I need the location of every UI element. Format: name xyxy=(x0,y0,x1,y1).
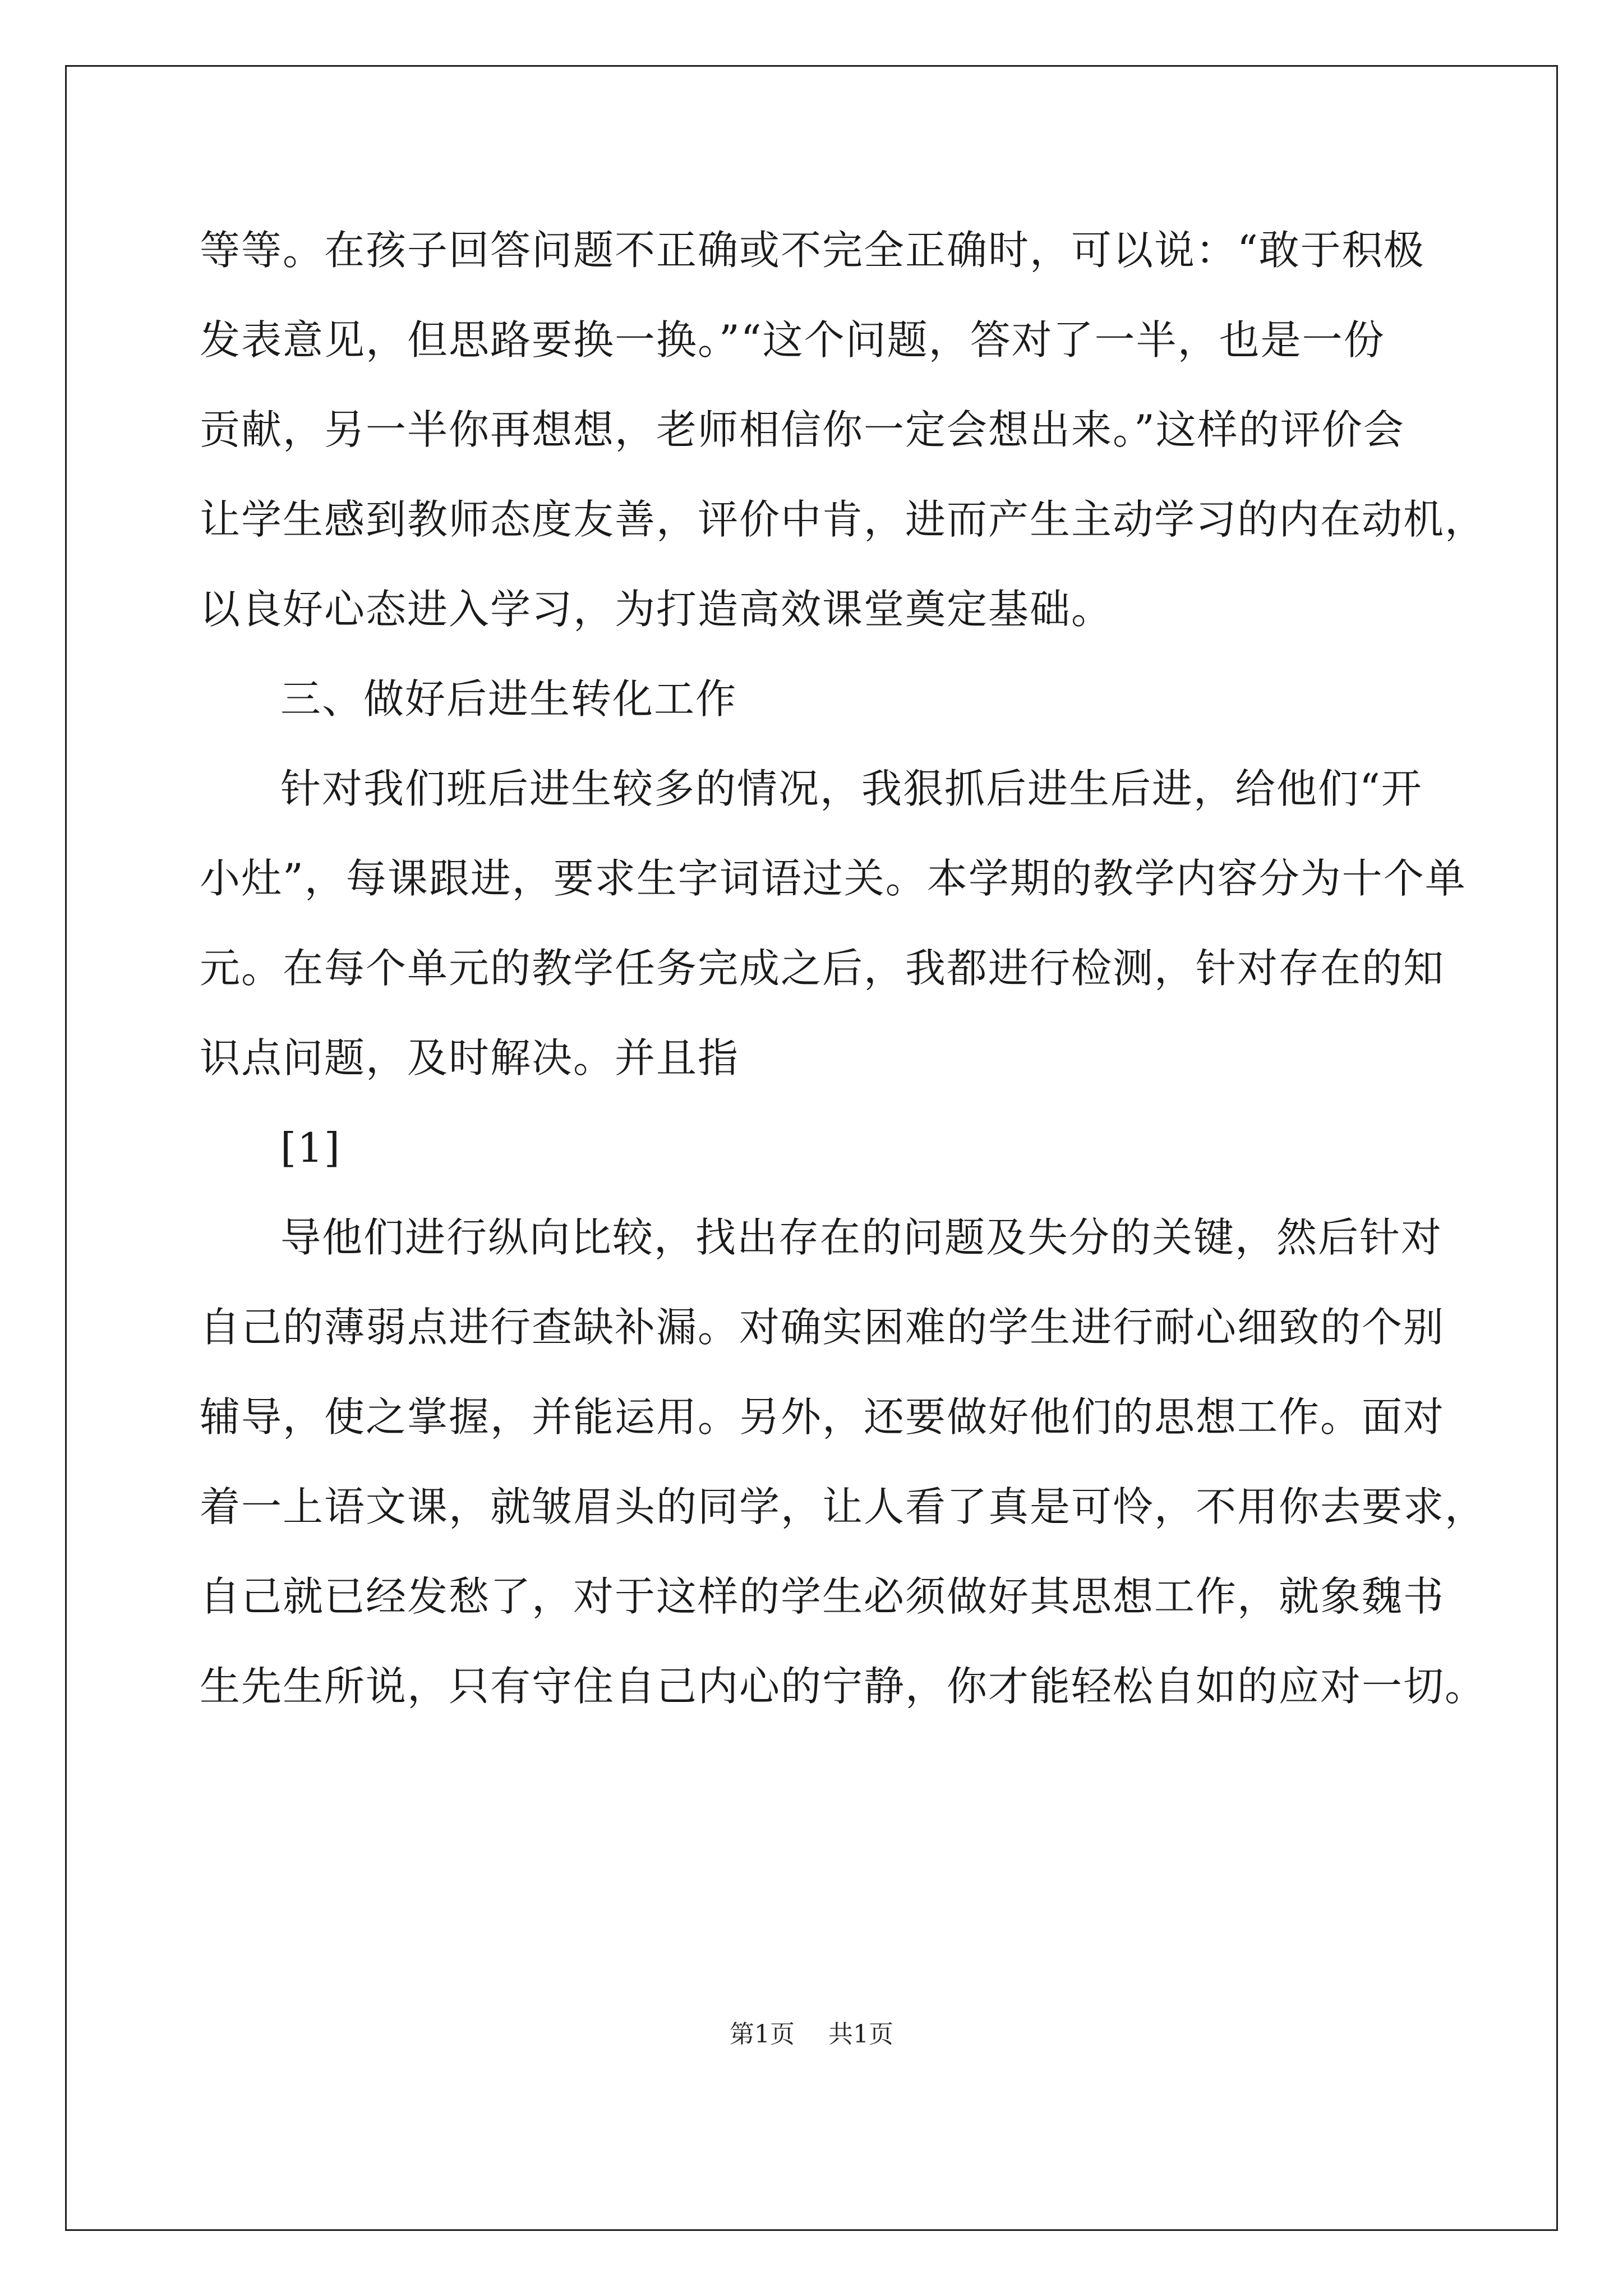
text-line: 三、做好后进生转化工作 xyxy=(280,675,737,723)
text-line: 识点问题，及时解决。并且指 xyxy=(200,1034,740,1082)
document-body xyxy=(200,214,1487,1740)
page-total: 共1页 xyxy=(828,2020,893,2049)
text-line: 导他们进行纵向比较，找出存在的问题及失分的关键，然后针对 xyxy=(280,1214,1443,1261)
text-line: 让学生感到教师态度友善，评价中肯，进而产生主动学习的内在动机， xyxy=(200,496,1487,543)
text-line: 辅导，使之掌握，并能运用。另外，还要做好他们的思想工作。面对 xyxy=(200,1393,1445,1441)
text-line: 自己就已经发愁了，对于这样的学生必须做好其思想工作，就象魏书 xyxy=(200,1573,1445,1620)
text-line: 小灶”，每课跟进，要求生字词语过关。本学期的教学内容分为十个单 xyxy=(200,855,1467,902)
page-number: 第1页 xyxy=(730,2020,795,2049)
text-line: 发表意见，但思路要换一换。”“这个问题，答对了一半，也是一份 xyxy=(200,316,1385,364)
text-line: 自己的薄弱点进行查缺补漏。对确实困难的学生进行耐心细致的个别 xyxy=(200,1304,1445,1351)
text-line: 等等。在孩子回答问题不正确或不完全正确时，可以说：“敢于积极 xyxy=(200,227,1425,274)
text-line: 贡献，另一半你再想想，老师相信你一定会想出来。”这样的评价会 xyxy=(200,406,1405,453)
text-line: 元。在每个单元的教学任务完成之后，我都进行检测，针对存在的知 xyxy=(200,945,1445,992)
text-line: 针对我们班后进生较多的情况，我狠抓后进生后进，给他们“开 xyxy=(280,765,1423,812)
text-line: 以良好心态进入学习，为打造高效课堂奠定基础。 xyxy=(200,586,1113,633)
text-line: 生先生所说，只有守住自己内心的宁静，你才能轻松自如的应对一切。 xyxy=(200,1663,1487,1710)
text-line: [1] xyxy=(280,1124,341,1171)
text-line: 着一上语文课，就皱眉头的同学，让人看了真是可怜，不用你去要求， xyxy=(200,1483,1487,1530)
page-footer xyxy=(0,2014,1623,2050)
